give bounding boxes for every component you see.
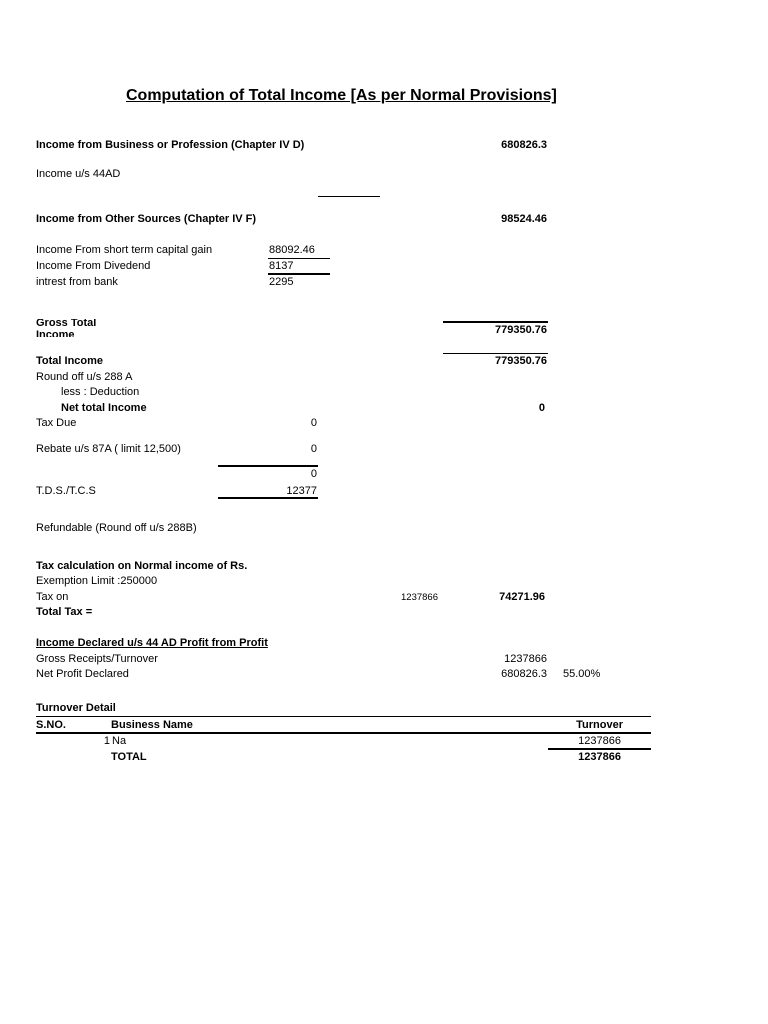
tds-value: 12377 bbox=[286, 485, 317, 497]
divider bbox=[218, 497, 318, 499]
total-label: TOTAL bbox=[111, 751, 147, 763]
tax-due-label: Tax Due bbox=[36, 417, 77, 429]
refundable-label: Refundable (Round off u/s 288B) bbox=[36, 522, 197, 534]
dividend-label: Income From Divedend bbox=[36, 260, 151, 272]
total-income-label: Total Income bbox=[36, 355, 104, 367]
tax-on-value: 74271.96 bbox=[499, 591, 545, 603]
table-row-sno: 1 bbox=[103, 735, 110, 747]
dividend-value: 8137 bbox=[269, 260, 294, 272]
col-sno: S.NO. bbox=[36, 719, 66, 731]
tax-due-value: 0 bbox=[310, 417, 317, 429]
total-income-value: 779350.76 bbox=[495, 355, 547, 367]
col-business-name: Business Name bbox=[111, 719, 193, 731]
rebate-value: 0 bbox=[310, 443, 317, 455]
turnover-heading: Turnover Detail bbox=[36, 702, 116, 714]
total-tax-label: Total Tax = bbox=[36, 606, 93, 618]
tax-calc-heading: Tax calculation on Normal income of Rs. bbox=[36, 560, 248, 572]
other-sources-amount: 98524.46 bbox=[501, 213, 547, 225]
table-row-name: Na bbox=[112, 735, 127, 747]
business-amount: 680826.3 bbox=[501, 139, 547, 151]
bank-interest-value: 2295 bbox=[269, 276, 294, 288]
rebate-label: Rebate u/s 87A ( limit 12,500) bbox=[36, 443, 181, 455]
business-heading: Income from Business or Profession (Chapter IV D) bbox=[36, 139, 305, 151]
net-total-label: Net total Income bbox=[61, 402, 147, 414]
net-profit-percent: 55.00% bbox=[563, 668, 601, 680]
round-off-label: Round off u/s 288 A bbox=[36, 371, 133, 383]
gross-total-value: 779350.76 bbox=[495, 324, 547, 336]
table-row-turnover: 1237866 bbox=[578, 735, 621, 747]
declared-heading: Income Declared u/s 44 AD Profit from Profit bbox=[36, 637, 268, 649]
stcg-label: Income From short term capital gain bbox=[36, 244, 213, 256]
tax-on-base: 1237866 bbox=[401, 592, 438, 603]
col-turnover: Turnover bbox=[576, 719, 623, 731]
gross-receipts-value: 1237866 bbox=[504, 653, 547, 665]
stcg-value: 88092.46 bbox=[269, 244, 315, 256]
tax-on-label: Tax on bbox=[36, 591, 69, 603]
less-deduction-label: less : Deduction bbox=[61, 386, 140, 398]
page-title: Computation of Total Income [As per Normal Provisions] bbox=[126, 87, 557, 104]
net-profit-value: 680826.3 bbox=[501, 668, 547, 680]
after-rebate-value: 0 bbox=[310, 468, 317, 480]
gross-receipts-label: Gross Receipts/Turnover bbox=[36, 653, 158, 665]
divider bbox=[318, 196, 380, 197]
bank-interest-label: intrest from bank bbox=[36, 276, 118, 288]
divider bbox=[36, 716, 651, 717]
total-value: 1237866 bbox=[578, 751, 621, 763]
gross-total-label: Gross Total Income bbox=[36, 319, 97, 337]
net-profit-label: Net Profit Declared bbox=[36, 668, 129, 680]
other-sources-heading: Income from Other Sources (Chapter IV F) bbox=[36, 213, 257, 225]
income-44ad-label: Income u/s 44AD bbox=[36, 168, 121, 180]
exemption-limit: Exemption Limit :250000 bbox=[36, 575, 158, 587]
tds-label: T.D.S./T.C.S bbox=[36, 485, 96, 497]
net-total-value: 0 bbox=[538, 402, 545, 414]
